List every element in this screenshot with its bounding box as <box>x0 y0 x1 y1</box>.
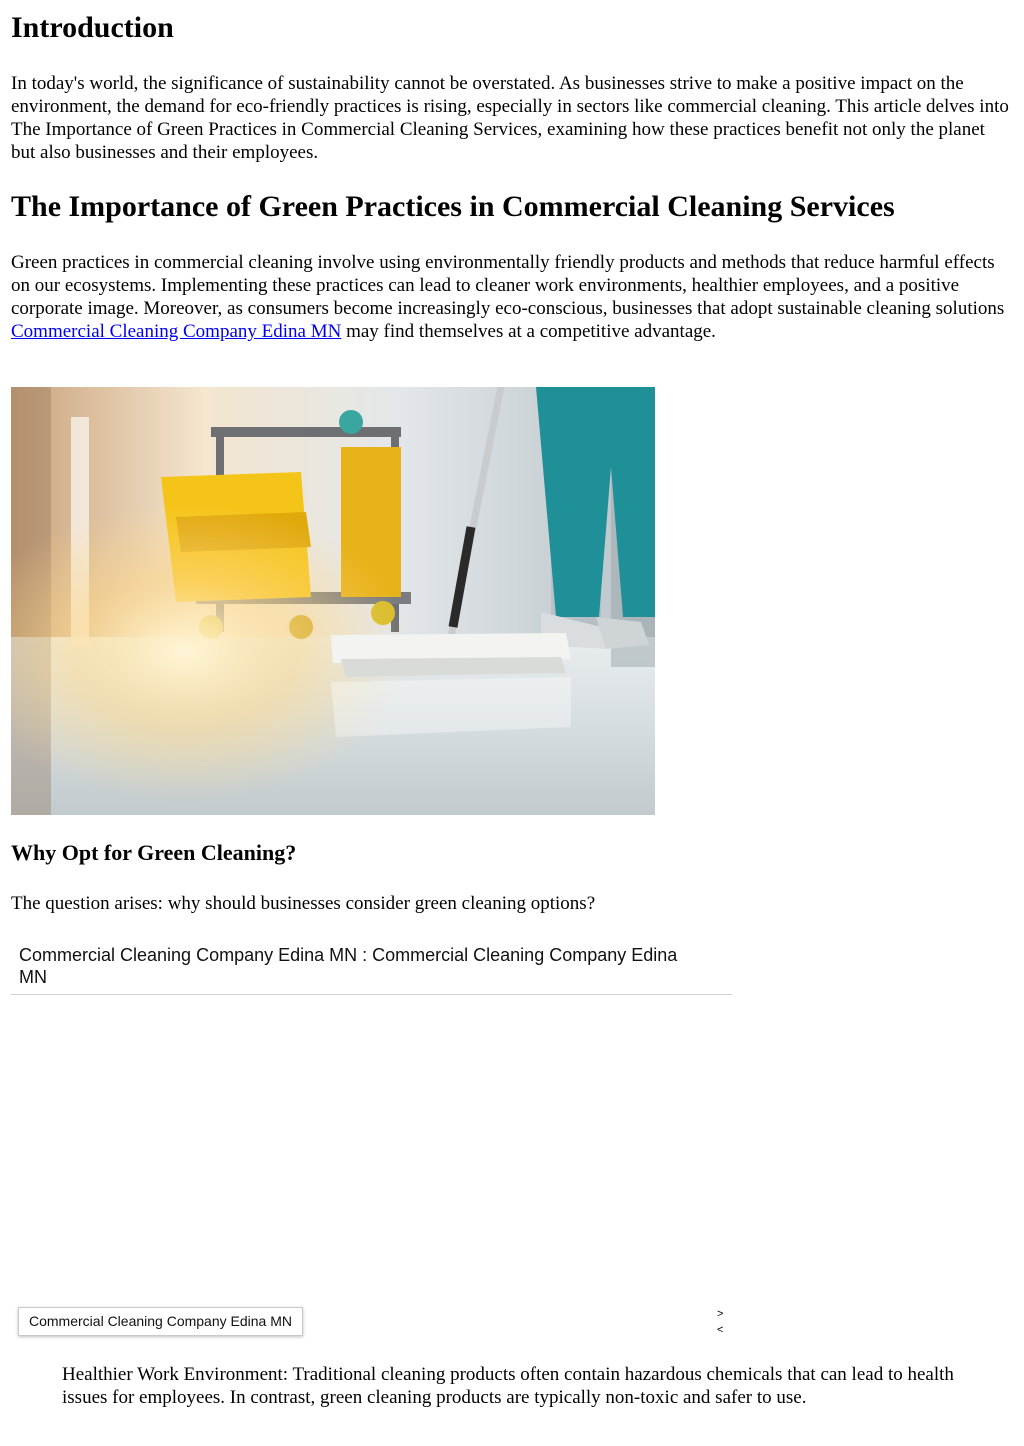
map-embed-title[interactable]: Commercial Cleaning Company Edina MN : Commercial Cleaning Company Edina MN <box>19 945 678 987</box>
importance-paragraph <box>11 251 1011 343</box>
healthier-environment-paragraph: Healthier Work Environment: Traditional cleaning products often contain hazardous chemicals that can lead to health issues for employees. In contrast, green cleaning products are typically non-toxic and safer to use. <box>62 1364 954 1408</box>
mopping-floor-photo <box>11 387 655 815</box>
prev-arrow-icon[interactable]: < <box>717 1324 724 1336</box>
intro-heading: Introduction <box>11 11 174 44</box>
map-pagination <box>717 1306 723 1338</box>
importance-heading: The Importance of Green Practices in Commercial Cleaning Services <box>11 190 895 223</box>
map-embed-header[interactable] <box>11 935 732 995</box>
importance-text-before-link: Green practices in commercial cleaning involve using environmentally friendly products and methods that reduce harmful effects on our ecosystems. Implementing these practices can lead to cleaner work environments, healthier employees, and a positive corporate image. Moreover, as consumers become increasingly eco-conscious, businesses that adopt sustainable cleaning solutions <box>11 252 1005 319</box>
why-heading: Why Opt for Green Cleaning? <box>11 840 297 865</box>
map-place-label[interactable]: Commercial Cleaning Company Edina MN <box>18 1307 303 1336</box>
why-paragraph: The question arises: why should businesses consider green cleaning options? <box>11 893 596 914</box>
commercial-cleaning-link[interactable]: Commercial Cleaning Company Edina MN <box>11 321 342 342</box>
importance-text-after-link: may find themselves at a competitive advantage. <box>341 321 716 342</box>
next-arrow-icon[interactable]: > <box>717 1308 724 1320</box>
intro-paragraph: In today's world, the significance of sustainability cannot be overstated. As businesses strive to make a positive impact on the environment, the demand for eco-friendly practices is rising, especially in sectors like commercial cleaning. This article delves into The Importance of Green Practices in Commercial Cleaning Services, examining how these practices benefit not only the planet but also businesses and their employees. <box>11 73 1009 163</box>
